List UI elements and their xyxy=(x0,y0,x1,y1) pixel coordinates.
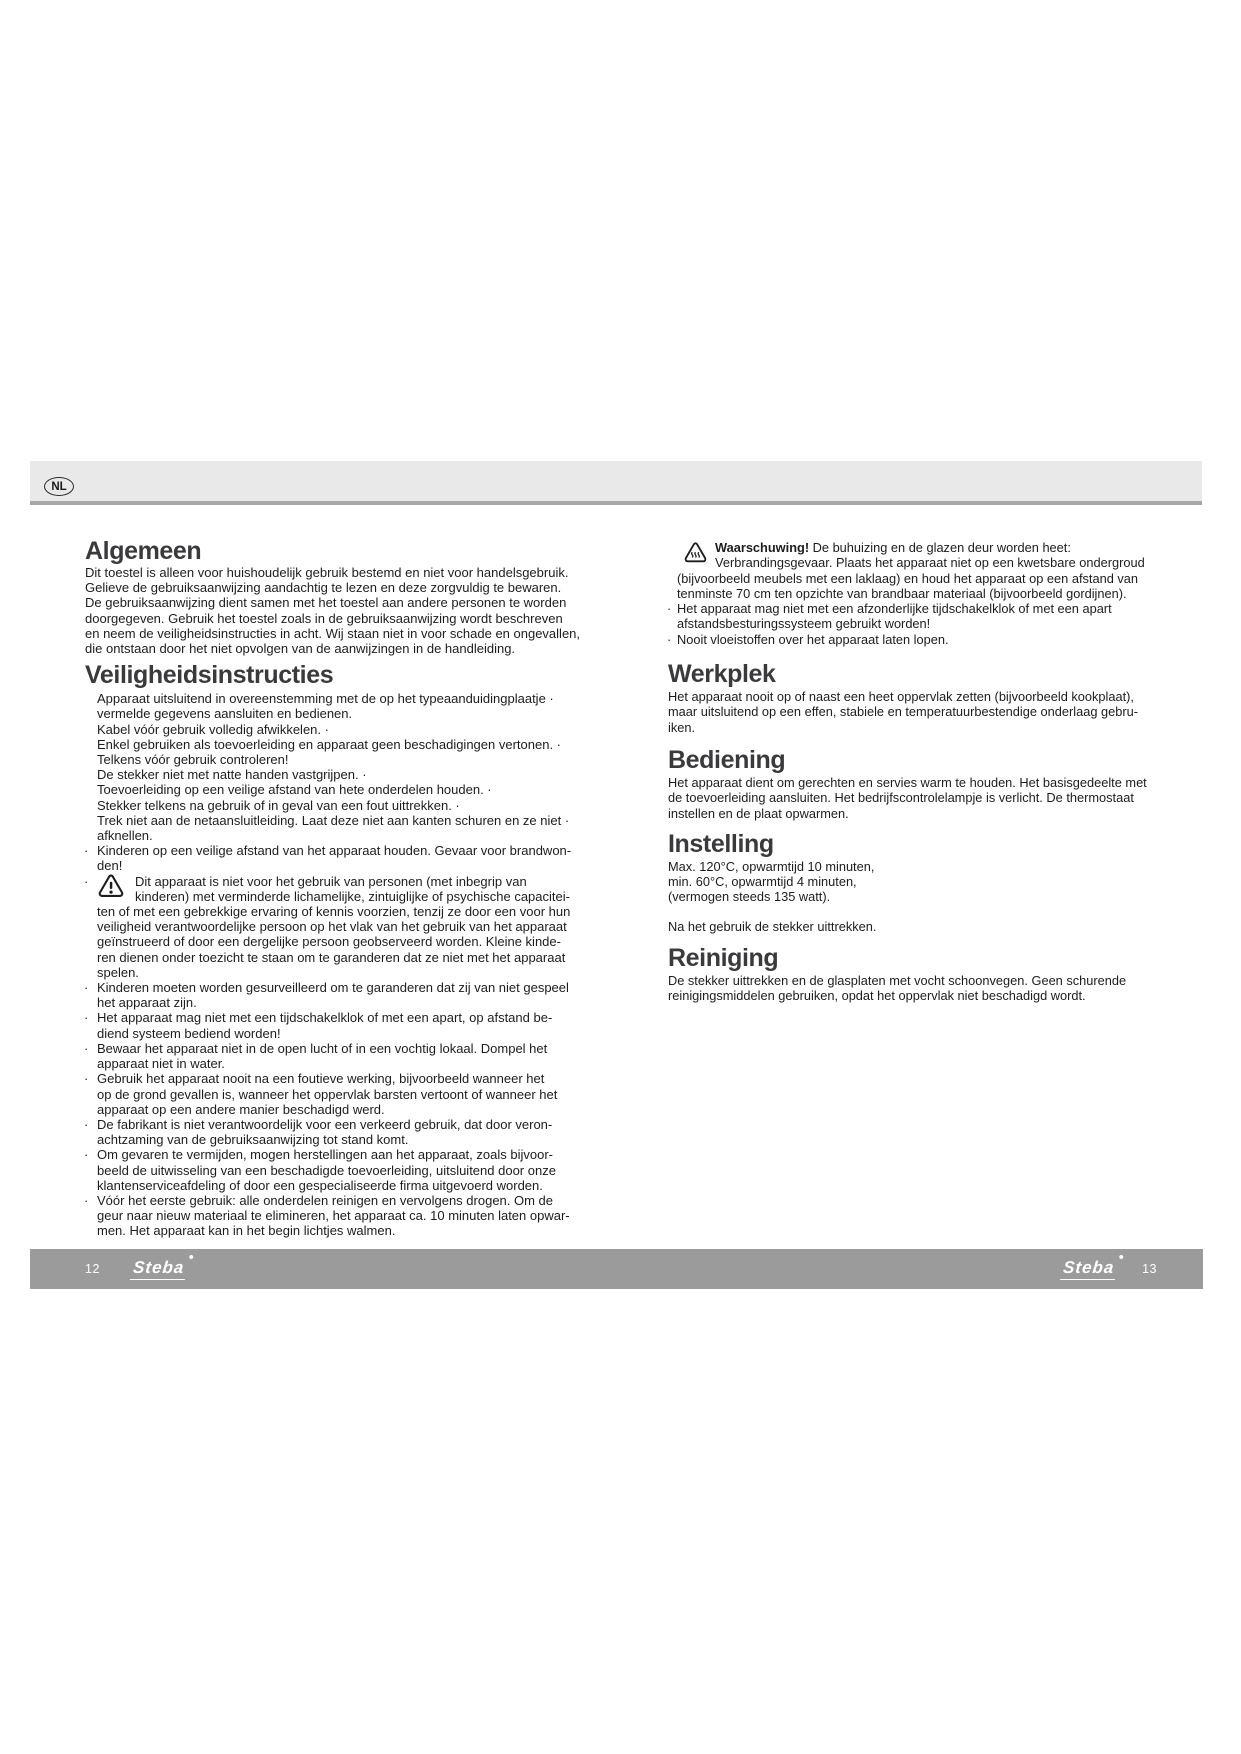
text-line: het apparaat zijn. xyxy=(97,995,197,1011)
section-title-algemeen: Algemeen xyxy=(85,537,202,565)
text-line: De stekker niet met natte handen vastgrijpen. · xyxy=(97,767,367,783)
text-line: en neem de veiligheidsinstructies in acht. Wij staan niet in voor schade en ongevallen, xyxy=(85,625,581,641)
text-line: afstandsbesturingssysteem gebruikt worden! xyxy=(677,616,931,632)
brand-logo-right: Steba xyxy=(1061,1258,1116,1280)
text-line: apparaat op een andere manier beschadigd werd. xyxy=(97,1101,385,1117)
text-line: Max. 120°C, opwarmtijd 10 minuten, xyxy=(668,858,875,874)
bullet-marker: · xyxy=(84,1147,89,1163)
text-line: de toevoerleiding aansluiten. Het bedrijfscontrolelampje is verlicht. De thermostaat xyxy=(668,790,1134,806)
text-line: · Kinderen moeten worden gesurveilleerd om te garanderen dat zij van niet gespeel xyxy=(84,980,569,996)
text-line: doorgegeven. Gebruik het toestel zoals in de gebruiksaanwijzing wordt beschreven xyxy=(85,610,563,626)
text-line: Toevoerleiding op een veilige afstand van hete onderdelen houden. · xyxy=(97,782,492,798)
text-line: · De fabrikant is niet verantwoordelijk voor een verkeerd gebruik, dat door veron- xyxy=(84,1116,553,1132)
text-line: Trek niet aan de netaansluitleiding. Laat deze niet aan kanten schuren en ze niet · xyxy=(97,812,570,828)
text-line: men. Het apparaat kan in het begin lichtjes walmen. xyxy=(97,1223,396,1239)
language-band xyxy=(30,461,1202,505)
page-number-left: 12 xyxy=(85,1262,100,1276)
section-title-bediening: Bediening xyxy=(668,745,786,774)
section-title-veiligheidsinstructies: Veiligheidsinstructies xyxy=(85,661,334,690)
language-badge: NL xyxy=(44,477,74,496)
text-line: tenminste 70 cm ten opzichte van brandbaar materiaal (bijvoorbeeld gordijnen). xyxy=(677,585,1127,601)
text-line: Apparaat uitsluitend in overeenstemming met de op het typeaanduidingplaatje · xyxy=(97,691,554,707)
text-line: diend systeem bediend worden! xyxy=(97,1025,281,1041)
section-title-werkplek: Werkplek xyxy=(668,660,776,689)
text-line: · Dit apparaat is niet voor het gebruik van personen (met inbegrip van xyxy=(84,874,598,889)
text-line: apparaat niet in water. xyxy=(97,1056,225,1072)
text-line: geïnstrueerd of door een dergelijke persoon geobserveerd worden. Kleine kinde- xyxy=(97,934,561,950)
instelling-extra-line: Na het gebruik de stekker uittrekken. xyxy=(668,918,877,934)
text-line: achtzaming van de gebruiksaanwijzing tot stand komt. xyxy=(97,1132,409,1148)
bullet-marker: · xyxy=(84,1071,89,1087)
safety-instructions-list xyxy=(84,691,598,1238)
bullet-marker: · xyxy=(84,1192,89,1208)
text-line: Het apparaat nooit op of naast een heet oppervlak zetten (bijvoorbeeld kookplaat), xyxy=(668,689,1134,705)
text-line: klantenserviceafdeling of door een gespecialiseerde firma uitgevoerd worden. xyxy=(97,1177,543,1193)
bullet-marker: · xyxy=(84,1040,89,1056)
instelling-paragraph xyxy=(666,859,1158,905)
brand-logo-left: Steba xyxy=(131,1258,186,1280)
bullet-marker: · xyxy=(84,843,89,859)
text-line: Verbrandingsgevaar. Plaats het apparaat niet op een kwetsbare ondergroud xyxy=(715,555,1145,571)
bullet-marker: · xyxy=(84,980,89,996)
text-line: die ontstaan door het niet opvolgen van de aanwijzingen in de handleiding. xyxy=(85,641,516,657)
text-line: reinigingsmiddelen gebruiken, opdat het oppervlak niet beschadigd wordt. xyxy=(668,988,1086,1004)
text-line: afknellen. xyxy=(97,828,153,844)
text-line: · Vóór het eerste gebruik: alle onderdelen reinigen en vervolgens drogen. Om de xyxy=(84,1192,554,1208)
text-line: Het apparaat dient om gerechten en servies warm te houden. Het basisgedeelte met xyxy=(668,774,1147,790)
left-column xyxy=(84,538,598,1239)
footer-band xyxy=(30,1249,1203,1289)
bullet-marker: · xyxy=(84,1116,89,1132)
brand-dot-icon xyxy=(1119,1255,1123,1259)
text-line: beeld de uitwisseling van een beschadigde toevoerleiding, uitsluitend door onze xyxy=(97,1162,556,1178)
text-line: kinderen) met verminderde lichamelijke, zintuiglijke of psychische capacitei- xyxy=(135,888,570,904)
right-column xyxy=(666,540,1158,1004)
text-line: De stekker uittrekken en de glasplaten met vocht schoonvegen. Geen schurende xyxy=(668,973,1127,989)
text-line: Enkel gebruiken als toevoerleiding en apparaat geen beschadigingen vertonen. · xyxy=(97,736,561,752)
warning-block xyxy=(666,540,1158,647)
algemeen-paragraph xyxy=(84,565,598,656)
text-line: Dit toestel is alleen voor huishoudelijk gebruik bestemd en niet voor handelsgebruik. xyxy=(85,565,569,580)
page-number-right: 13 xyxy=(1142,1262,1157,1276)
bullet-marker: · xyxy=(84,873,89,889)
text-line: vermelde gegevens aansluiten en bedienen. xyxy=(97,706,353,722)
section-title-instelling: Instelling xyxy=(668,829,774,858)
bediening-paragraph xyxy=(666,775,1158,821)
bullet-marker: · xyxy=(667,601,672,617)
text-line: min. 60°C, opwarmtijd 4 minuten, xyxy=(668,874,857,890)
text-line: · Het apparaat mag niet met een afzonderlijke tijdschakelklok of met een apart xyxy=(667,601,1112,617)
text-line: Telkens vóór gebruik controleren! xyxy=(97,752,289,768)
text-line: ten of met een gebrekkige ervaring of kennis voorzien, tenzij ze door een voor hun xyxy=(97,904,571,920)
text-line: · Gebruik het apparaat nooit na een foutieve werking, bijvoorbeeld wanneer het xyxy=(84,1071,545,1087)
text-line: instellen en de plaat opwarmen. xyxy=(668,805,849,821)
text-line: geur naar nieuw materiaal te elimineren, het apparaat ca. 10 minuten laten opwar- xyxy=(97,1208,570,1224)
text-line: ren dienen onder toezicht te staan om te garanderen dat ze niet met het apparaat xyxy=(97,949,566,965)
text-line: (bijvoorbeeld meubels met een laklaag) en houd het apparaat op een afstand van xyxy=(677,570,1139,586)
text-line: Waarschuwing! De buhuizing en de glazen deur worden heet: xyxy=(666,540,1158,555)
text-line: · Bewaar het apparaat niet in de open lucht of in een vochtig lokaal. Dompel het xyxy=(84,1040,548,1056)
section-title-reiniging: Reiniging xyxy=(668,944,779,973)
text-line: · Kinderen op een veilige afstand van het apparaat houden. Gevaar voor brandwon- xyxy=(84,843,572,859)
text-line: spelen. xyxy=(97,964,139,980)
text-line: Kabel vóór gebruik volledig afwikkelen. · xyxy=(97,721,329,737)
text-line: maar uitsluitend op een effen, stabiele en temperatuurbestendige onderlaag gebru- xyxy=(668,704,1139,720)
text-line: Stekker telkens na gebruik of in geval van een fout uittrekken. · xyxy=(97,797,460,813)
text-line: · Nooit vloeistoffen over het apparaat laten lopen. xyxy=(667,631,949,647)
bullet-marker: · xyxy=(84,1010,89,1026)
text-line: iken. xyxy=(668,719,696,735)
text-line: veiligheid verantwoordelijke persoon op het vlak van het gebruik van het apparaat xyxy=(97,919,567,935)
text-line: · Om gevaren te vermijden, mogen herstellingen aan het apparaat, zoals bijvoor- xyxy=(84,1147,553,1163)
text-line: den! xyxy=(97,858,123,874)
werkplek-paragraph xyxy=(666,689,1158,735)
footer-left xyxy=(85,1258,186,1280)
text-line: Gelieve de gebruiksaanwijzing aandachtig te lezen en deze zorgvuldig te bewaren. xyxy=(85,580,562,596)
reiniging-paragraph xyxy=(666,973,1158,1004)
footer-right xyxy=(1061,1258,1157,1280)
text-line: · Het apparaat mag niet met een tijdschakelklok of met een apart, op afstand be- xyxy=(84,1010,553,1026)
bullet-marker: · xyxy=(667,631,672,647)
text-line: De gebruiksaanwijzing dient samen met het toestel aan andere personen te worden xyxy=(85,595,567,611)
text-line: (vermogen steeds 135 watt). xyxy=(668,889,831,905)
text-line: op de grond gevallen is, wanneer het oppervlak barsten vertoont of wanneer het xyxy=(97,1086,558,1102)
brand-dot-icon xyxy=(189,1255,193,1259)
